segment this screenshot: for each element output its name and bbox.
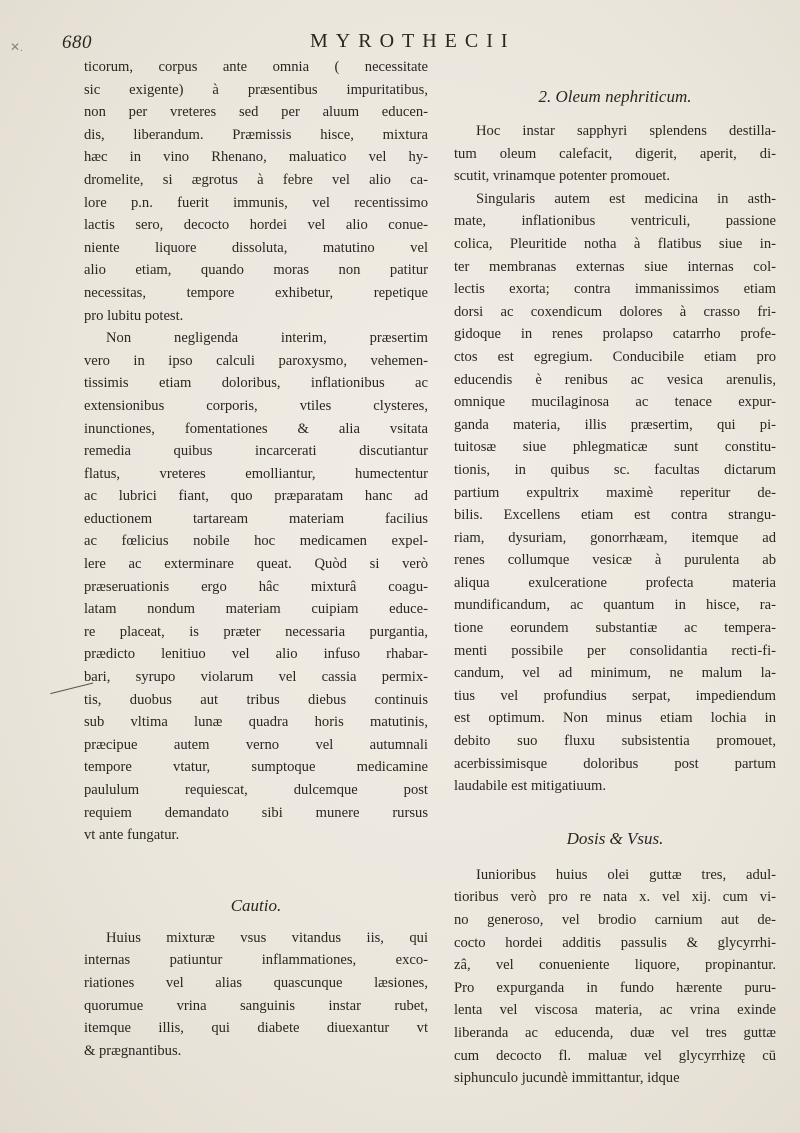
left-paragraph-1 [84, 56, 428, 327]
text-line: tum oleum calefacit, digerit, aperit, di- [454, 145, 776, 162]
text-line: sub vltima lunæ quadra horis matutinis, [84, 714, 428, 731]
dose-paragraph [454, 864, 776, 1090]
text-line: alio etiam, quando moras non patitur [84, 262, 428, 279]
text-line: riam, dysuriam, gonorrhæam, itemque ad [454, 529, 776, 546]
text-line: renes collumque vesicæ à purulenta ab [454, 552, 776, 569]
text-line: omnique mucilaginosa ac tenace expur- [454, 394, 776, 411]
caution-heading: Cautio. [230, 895, 282, 915]
text-line: lectis exorta; contra immanissimos etiam [454, 281, 776, 298]
text-line: latam nondum materiam cuipiam educe- [84, 601, 428, 618]
text-line: necessitas, tempore exhibetur, repetique [84, 284, 428, 301]
running-title: MYROTHECII [310, 30, 516, 52]
text-line: remedia quibus incarcerati discutiantur [84, 443, 428, 460]
text-line: scutit, vrinamque potenter promouet. [454, 168, 671, 185]
text-line: ac lubrici fiant, quo præparatam hanc ad [84, 488, 428, 505]
text-line: eductionem tartaream materiam facilius [84, 510, 428, 527]
text-line: flatus, vreteres emolliantur, humectentur [84, 465, 428, 482]
text-line: Iunioribus huius olei guttæ tres, adul- [476, 866, 776, 883]
text-line: gidoque in renes prolapso catarrho profe- [454, 326, 776, 343]
text-line: bari, syrupo violarum vel cassia permix- [84, 669, 428, 686]
text-line: educendis è renibus ac vesica arenulis, [454, 371, 776, 388]
caution-paragraph [84, 927, 428, 1063]
text-line: pro lubitu potest. [84, 307, 184, 324]
text-line: ter membranas externas siue internas col- [454, 258, 776, 275]
text-line: lore p.n. fuerit immunis, vel recentissimo [84, 194, 428, 211]
text-line: ganda materia, illis præsertim, qui pi- [454, 416, 776, 433]
text-line: aliqua exulceratione profecta materia [454, 574, 776, 591]
text-line: tionis, in quibus sc. facultas dictarum [454, 461, 776, 478]
text-line: partium expultrix maximè reperitur de- [454, 484, 776, 501]
left-paragraph-2 [84, 327, 428, 847]
left-column [84, 56, 428, 1062]
text-line: ac fœlicius nobile hoc medicamen expel- [84, 533, 428, 550]
text-line: menti possibile per consolidantia recti-fi- [454, 642, 776, 659]
text-line: tius vel profundius serpat, impediendum [454, 687, 776, 704]
text-line: dromelite, si ægrotus à febre vel alio ca- [84, 171, 428, 188]
running-head [62, 26, 762, 56]
text-line: acerbissimisque doloribus post partum [454, 755, 776, 772]
text-line: tioribus verò pro re nata x. vel xij. cum vi- [454, 889, 776, 906]
oleum-heading: 2. Oleum nephriticum. [538, 87, 692, 106]
text-line: tissimis etiam doloribus, inflationibus ac [84, 375, 428, 392]
right-column [454, 56, 776, 1090]
text-line: Pro expurganda in fundo hærente puru- [454, 979, 776, 996]
text-line: & prægnantibus. [84, 1042, 182, 1059]
text-line: debito suo fluxu subsistentia promouet, [454, 733, 776, 750]
text-line: riationes vel alias quascunque læsiones, [84, 974, 428, 991]
text-line: prædicto lenitiuo vel alio infuso rhabar- [84, 646, 428, 663]
text-line: Hoc instar sapphyri splendens destilla- [476, 123, 776, 139]
text-line: extensionibus corporis, vtiles clysteres, [84, 397, 428, 414]
text-line: non per vreteres sed per aluum educen- [84, 104, 428, 121]
text-line: hæc in vino Rhenano, maluatico vel hy- [84, 149, 428, 166]
text-line: no generoso, vel brodio carnium aut de- [454, 912, 776, 928]
text-line: ticorum, corpus ante omnia ( necessitate [84, 59, 428, 75]
text-line: liberanda ac educenda, duæ vel tres guttæ [454, 1024, 776, 1041]
text-line: est optimum. Non minus etiam lochia in [454, 710, 776, 727]
text-line: siphunculo jucundè immittantur, idque [454, 1070, 680, 1087]
text-line: lactis sero, decocto hordei vel alio conue- [84, 217, 428, 234]
text-line: tuitosæ siue phlegmaticæ sunt constitu- [454, 439, 776, 456]
text-line: mate, inflationibus ventriculi, passione [454, 213, 776, 230]
text-line: dis, liberandum. Præmissis hisce, mixtura [84, 126, 428, 143]
text-line: colica, Pleuritide notha à flatibus siue in- [454, 235, 776, 252]
text-line: tempore vtatur, sumptoque medicamine [84, 759, 428, 776]
dose-heading: Dosis & Vsus. [566, 828, 664, 848]
text-line: laudabile est mitigatiuum. [454, 778, 606, 795]
text-line: cocto hordei additis passulis & glycyrrhi- [454, 934, 776, 951]
text-line: dorsi ac coxendicum dolores à crasso fri- [454, 303, 776, 320]
text-line: tis, duobus aut tribus diebus continuis [84, 691, 428, 708]
text-line: niente liquore dissoluta, matutino vel [84, 239, 428, 256]
text-line: quorumue vrina sanguinis instar rubet, [84, 997, 428, 1014]
text-line: Non negligenda interim, præsertim [106, 330, 428, 347]
text-line: Singularis autem est medicina in asth- [476, 190, 776, 207]
text-line: requiem demandato sibi munere rursus [84, 804, 428, 821]
text-line: vt ante fungatur. [84, 827, 180, 844]
text-line: paululum requiescat, dulcemque post [84, 782, 428, 798]
text-line: bilis. Excellens etiam est contra strangu- [454, 507, 776, 524]
text-line: candum, vel ad minimum, ne malum la- [454, 665, 776, 682]
right-paragraph-1 [454, 120, 776, 188]
text-line: lere ac exterminare queat. Quòd si verò [84, 556, 428, 573]
text-line: Huius mixturæ vsus vitandus iis, qui [106, 929, 428, 946]
text-line: ctos est egregium. Conducibile etiam pro [454, 348, 776, 365]
text-line: præseruationis ergo hâc mixturâ coagu- [84, 578, 428, 595]
text-line: itemque illis, qui diabete diuexantur vt [84, 1020, 428, 1037]
margin-mark: ✕. [10, 40, 24, 54]
text-line: præcipue autem verno vel autumnali [84, 736, 428, 753]
text-line: sic exigente) à præsentibus impuritatibus, [84, 81, 428, 98]
text-line: inunctiones, fomentationes & alia vsitata [84, 420, 428, 437]
text-line: vero in ipso calculi paroxysmo, vehemen- [84, 352, 428, 369]
text-line: zâ, vel conueniente liquore, propinantur. [454, 957, 776, 974]
text-line: cum decocto fl. maluæ vel glycyrrhizę cū [454, 1047, 776, 1064]
text-line: internas patiuntur inflammationes, exco- [84, 952, 428, 969]
right-paragraph-2 [454, 188, 776, 798]
text-line: lenta vel viscosa materia, ac vrina exinde [454, 1002, 776, 1019]
text-line: re placeat, is præter necessaria purgantia, [84, 623, 428, 640]
text-line: mundificandum, ac quantum in hisce, ra- [454, 597, 776, 614]
page-number: 680 [62, 32, 92, 53]
text-line: tione eorundem substantiæ ac tempera- [454, 620, 776, 637]
